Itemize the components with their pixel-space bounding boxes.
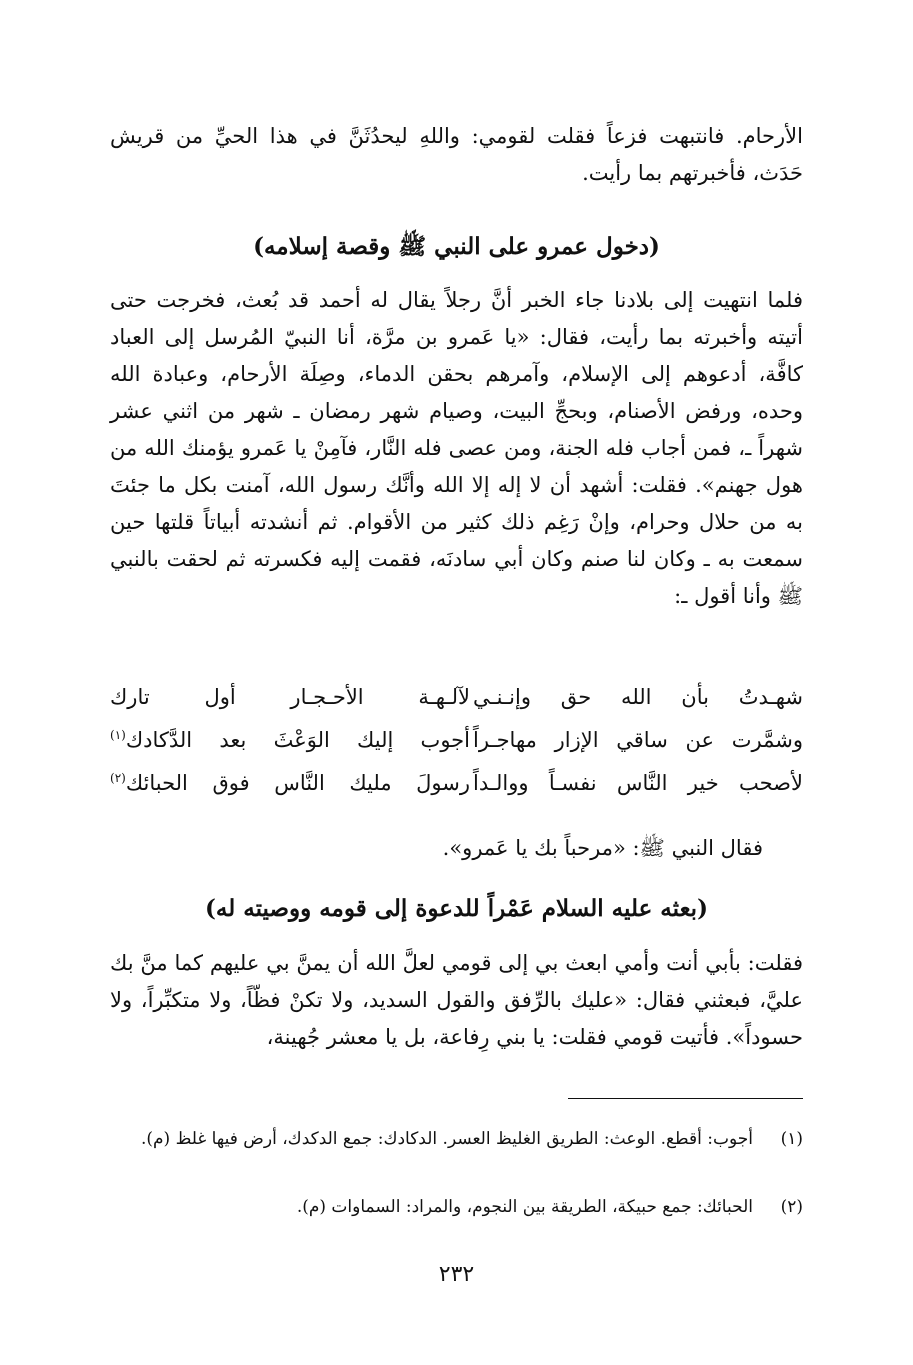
verse-3-second-hemistich: [110, 771, 470, 795]
verse-2-second-text: أجوب إليك الوَعْثَ بعد الدَّكادك: [125, 728, 470, 752]
verse-2-first-hemistich: وشمَّرت عن ساقي الإزار مهاجـراً: [473, 728, 803, 752]
section-heading-2: (بعثه عليه السلام عَمْراً للدعوة إلى قومه ووصيته له): [205, 895, 708, 922]
footnote-2-number: (٢): [780, 1197, 803, 1217]
footnote-divider: [568, 1098, 803, 1099]
paragraph-3: فقلت: بأبي أنت وأمي ابعث بي إلى قومي لعلَّ الله أن يمنَّ بي عليهم كما منَّ بك عليَّ، فبعثني فقال: «عليك بالرِّفق والقول السديد، ولا تكنْ فظّاً، ولا متكبِّراً، ولا حسوداً». فأتيت قومي فقلت: يا بني رِفاعة، بل يا معشر جُهينة،: [110, 951, 803, 1049]
footnote-2: [110, 1192, 803, 1222]
footnote-marker-1[interactable]: (١): [110, 728, 126, 742]
poem-verse-1: [110, 685, 803, 719]
footnote-1-number: (١): [780, 1129, 803, 1149]
verse-1-second-hemistich: [110, 685, 470, 709]
verse-1-first-hemistich: شهـدتُ بأن الله حق وإنـنـي: [473, 685, 803, 709]
footnote-marker-2[interactable]: (٢): [110, 771, 126, 785]
poem-verse-2: [110, 728, 803, 762]
footnote-2-text: الحبائك: جمع حبيكة، الطريقة بين النجوم، والمراد: السماوات (م).: [296, 1197, 753, 1217]
verse-1-second-text: لآلـهـة الأحـجـار أول تارك: [110, 685, 470, 709]
page-number: ٢٣٢: [438, 1262, 475, 1287]
section-heading-1: (دخول عمرو على النبي ﷺ وقصة إسلامه): [253, 233, 660, 260]
opening-paragraph: الأرحام. فانتبهت فزعاً فقلت لقومي: واللهِ ليحدُثَنَّ في هذا الحيِّ من قريش حَدَث، فأخبرتهم بما رأيت.: [110, 124, 803, 185]
paragraph-1: فلما انتهيت إلى بلادنا جاء الخبر أنَّ رجلاً يقال له أحمد قد بُعث، فخرجت حتى أتيته وأخبرته بما رأيت، فقال: «يا عَمرو بن مرَّة، أنا النبيّ المُرسل إلى العباد كافَّة، أدعوهم إلى الإسلام، وآمرهم بحقن الدماء، وصِلَة الأرحام، وعبادة الله وحده، ورفض الأصنام، وبحجِّ البيت، وصيام شهر رمضان ـ شهر من اثني عشر شهراً ـ، فمن أجاب فله الجنة، ومن عصى فله النَّار، فآمِنْ يا عَمرو يؤمنك الله من هول جهنم». فقلت: أشهد أن لا إله إلا الله وأنَّك رسول الله، آمنت بكل ما جئتَ به من حلال وحرام، وإنْ رَغِم ذلك كثير من الأقوام. ثم أنشدته أبياتاً قلتها حين سمعت به ـ وكان لنا صنم وكان أبي سادنَه، فقمت إليه فكسرته ثم لحقت بالنبي ﷺ وأنا أقول ـ:: [110, 288, 803, 608]
footnote-1-text: أجوب: أقطع. الوعث: الطريق الغليظ العسر. الدكادك: جمع الدكدك، أرض فيها غلظ (م).: [140, 1129, 753, 1149]
footnote-1: [110, 1124, 803, 1154]
verse-3-second-text: رسولَ مليك النَّاس فوق الحبائك: [125, 771, 470, 795]
paragraph-2: فقال النبي ﷺ: «مرحباً بك يا عَمرو».: [442, 836, 763, 860]
verse-3-first-hemistich: لأصحب خير النَّاس نفسـاً ووالـداً: [473, 771, 803, 795]
poem-verse-3: [110, 771, 803, 805]
verse-2-second-hemistich: [110, 728, 470, 752]
